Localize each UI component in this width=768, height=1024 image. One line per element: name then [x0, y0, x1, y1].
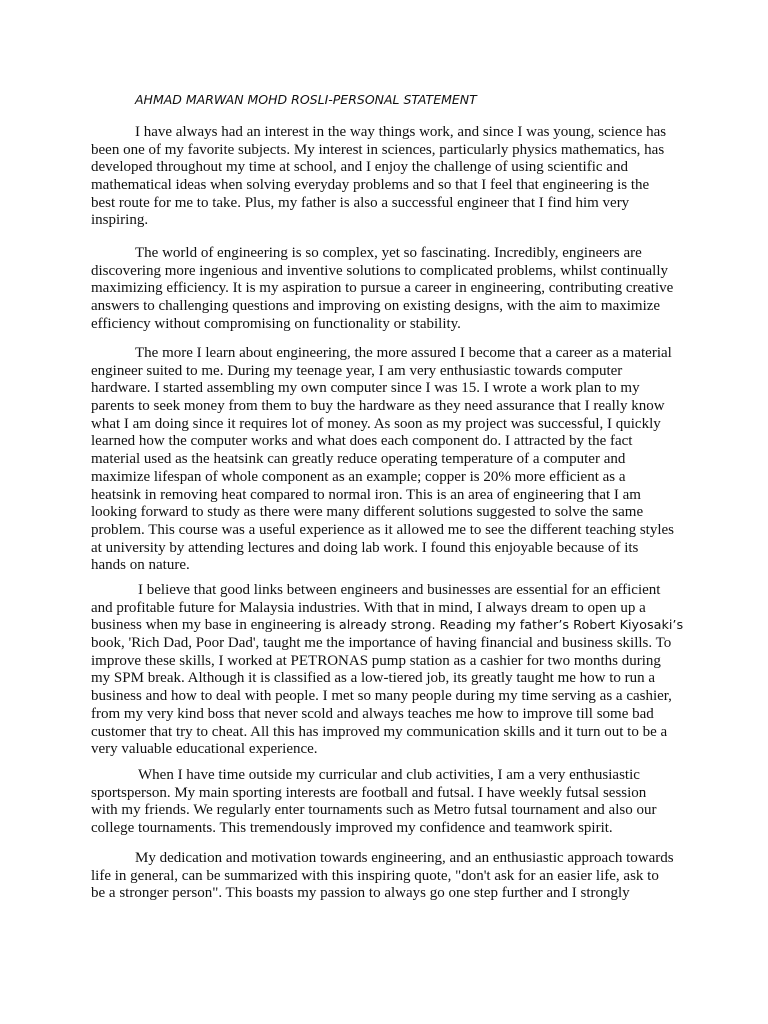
text-line: customer that try to cheat. All this has improved my communication skills and it turn out to be a	[91, 723, 668, 740]
text-line: material used as the heatsink can greatly reduce operating temperature of a computer and	[91, 451, 626, 468]
text-line: heatsink in removing heat compared to normal iron. This is an area of engineering that I am	[91, 486, 641, 503]
text-line: be a stronger person". This boasts my passion to always go one step further and I strongly	[91, 885, 630, 902]
text-line: I believe that good links between engineers and businesses are essential for an efficient	[138, 582, 661, 598]
text-line: When I have time outside my curricular and club activities, I am a very enthusiastic	[138, 767, 640, 783]
text-line: college tournaments. This tremendously improved my confidence and teamwork spirit.	[91, 820, 613, 837]
text-line: answers to challenging questions and improving on existing designs, with the aim to maximize	[91, 298, 661, 315]
text-line: parents to seek money from them to buy the hardware as they need assurance that I really know	[91, 398, 665, 415]
text-line: discovering more ingenious and inventive solutions to complicated problems, whilst continually	[91, 262, 668, 279]
text-line: I have always had an interest in the way things work, and since I was young, science has	[135, 124, 667, 140]
text-line: problem. This course was a useful experience as it allowed me to see the different teaching styles	[91, 521, 675, 538]
text-line: sportsperson. My main sporting interests are football and futsal. I have weekly futsal session	[91, 784, 647, 801]
text-line: mathematical ideas when solving everyday problems and so that I feel that engineering is the	[91, 177, 650, 194]
text-line: from my very kind boss that never scold and always teaches me how to improve till some bad	[91, 705, 654, 722]
text-line: developed throughout my time at school, and I enjoy the challenge of using scientific and	[91, 159, 628, 176]
paragraph-material-engineering	[91, 345, 691, 575]
text-line	[91, 617, 691, 635]
text-line: hands on nature.	[91, 557, 190, 574]
text-segment: business when my base in engineering is	[91, 617, 339, 634]
text-line: maximizing efficiency. It is my aspiration to pursue a career in engineering, contributing creative	[91, 280, 674, 297]
text-line: been one of my favorite subjects. My interest in sciences, particularly physics mathematics, has	[91, 141, 665, 158]
text-line: what I am doing since it requires lot of money. As soon as my project was successful, I quickly	[91, 415, 661, 432]
paragraph-sports	[91, 767, 691, 838]
document-title: AHMAD MARWAN MOHD ROSLI-PERSONAL STATEMENT	[135, 92, 477, 107]
text-line: hardware. I started assembling my own computer since I was 15. I wrote a work plan to my	[91, 380, 640, 397]
text-line: business and how to deal with people. I met so many people during my time serving as a cashier,	[91, 688, 672, 705]
text-line: at university by attending lectures and doing lab work. I found this enjoyable because of its	[91, 539, 639, 556]
text-line: book, 'Rich Dad, Poor Dad', taught me the importance of having financial and business skills. To	[91, 635, 672, 652]
text-line: The more I learn about engineering, the more assured I become that a career as a material	[135, 345, 672, 361]
paragraph-interest	[91, 124, 691, 230]
text-line: efficiency without compromising on functionality or stability.	[91, 315, 461, 332]
text-line: life in general, can be summarized with this inspiring quote, "don't ask for an easier life, ask to	[91, 867, 659, 884]
text-line: looking forward to study as there were many different solutions suggested to solve the same	[91, 504, 644, 521]
text-line: with my friends. We regularly enter tournaments such as Metro futsal tournament and also our	[91, 802, 657, 819]
paragraph-business-links	[91, 582, 691, 759]
text-line: learned how the computer works and what does each component do. I attracted by the fact	[91, 433, 633, 450]
text-line: very valuable educational experience.	[91, 741, 318, 758]
text-line: and profitable future for Malaysia industries. With that in mind, I always dream to open up a	[91, 599, 646, 616]
text-line: engineer suited to me. During my teenage year, I am very enthusiastic towards computer	[91, 362, 623, 379]
paragraph-dedication	[91, 850, 691, 903]
text-line: The world of engineering is so complex, yet so fascinating. Incredibly, engineers are	[135, 245, 642, 261]
text-line: my SPM break. Although it is classified as a low-tiered job, its greatly taught me how to run a	[91, 670, 656, 687]
text-line: best route for me to take. Plus, my father is also a successful engineer that I find him very	[91, 194, 630, 211]
text-segment-alt-font: already strong. Reading my father’s Robert Kiyosaki’s	[338, 618, 684, 634]
text-line: maximize lifespan of whole component as an example; copper is 20% more efficient as a	[91, 468, 626, 485]
paragraph-world-of-engineering	[91, 245, 691, 333]
text-line: inspiring.	[91, 212, 149, 229]
text-line: improve these skills, I worked at PETRONAS pump station as a cashier for two months during	[91, 652, 661, 669]
text-line: My dedication and motivation towards engineering, and an enthusiastic approach towards	[135, 850, 674, 866]
